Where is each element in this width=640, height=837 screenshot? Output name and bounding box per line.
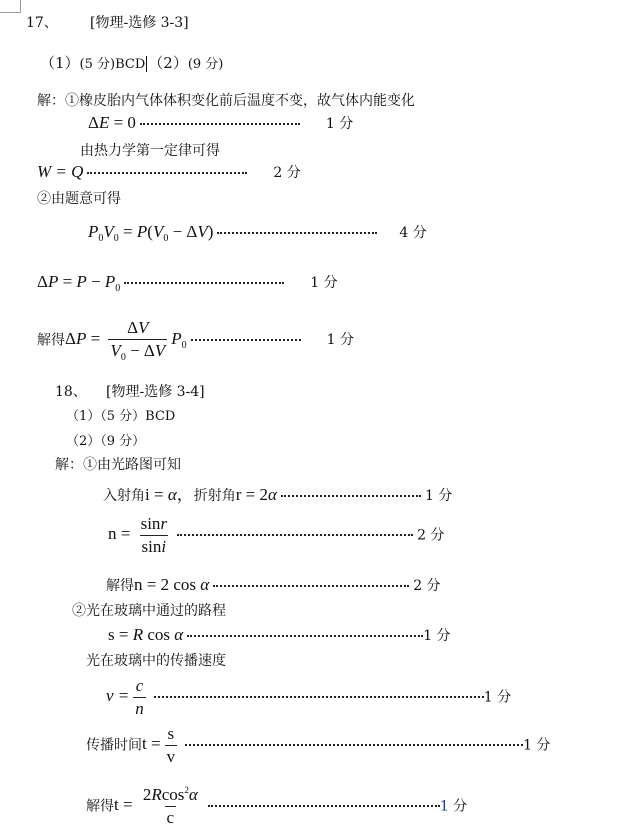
leader-dots bbox=[124, 282, 284, 284]
q17-text3: ②由题意可得 bbox=[37, 191, 121, 207]
q18-part1: （1）（5 分）BCD bbox=[66, 409, 176, 424]
q17-eq1-row bbox=[88, 113, 353, 133]
q18-eq1-incidence: i = α， bbox=[145, 485, 194, 504]
q17-eq4-row bbox=[37, 272, 338, 294]
q18-eq7-prefix: 解得 bbox=[86, 798, 114, 815]
q18-solution-intro: 解：①由光路图可知 bbox=[55, 457, 181, 473]
q17-answer-line bbox=[40, 52, 223, 73]
q18-eq6-prefix: 传播时间 bbox=[86, 737, 142, 754]
q18-eq5: v = $\frac{c}{n}$ bbox=[106, 676, 144, 718]
q17-eq5-score: 1 分 bbox=[326, 332, 354, 349]
q18-title: [物理-选修 3-4] bbox=[106, 384, 205, 400]
q18-eq3-prefix: 解得 bbox=[106, 578, 134, 594]
q18-eq3-row bbox=[106, 575, 441, 595]
q17-eq1: ΔE = 0 bbox=[88, 113, 136, 132]
q18-eq1-label-refraction: 折射角 bbox=[193, 488, 236, 504]
q17-eq2-row bbox=[37, 162, 301, 182]
q18-text4: ②光在玻璃中通过的路程 bbox=[72, 603, 226, 619]
q18-number: 18、 bbox=[55, 384, 87, 400]
leader-dots bbox=[185, 744, 523, 746]
leader-dots bbox=[213, 585, 409, 587]
q18-eq2-row bbox=[108, 514, 444, 557]
q17-eq3-row bbox=[88, 222, 427, 244]
q17-eq2-score: 2 分 bbox=[273, 165, 301, 181]
q17-eq5: ΔP = $\frac{\Delta V}{V_0 - \Delta V}$ $P_0$ bbox=[65, 318, 187, 363]
leader-dots bbox=[187, 635, 423, 637]
q17-part2-score: (9 分) bbox=[187, 57, 224, 72]
q17-solution-intro: 解：①橡皮胎内气体体积变化前后温度不变，故气体内能变化 bbox=[37, 93, 415, 109]
q18-text5: 光在玻璃中的传播速度 bbox=[86, 653, 226, 669]
leader-dots bbox=[208, 805, 440, 807]
q18-eq1-row bbox=[103, 480, 452, 505]
q17-eq4: $\Delta P = P - P_0$ bbox=[37, 272, 121, 294]
q18-eq2: n = $\frac{\sin r}{\sin i}$ bbox=[108, 514, 168, 556]
q18-eq2-score: 2 分 bbox=[417, 527, 445, 544]
q17-part1-label: （1） bbox=[40, 54, 80, 72]
leader-dots bbox=[140, 123, 300, 125]
q18-eq1-label-incidence: 入射角 bbox=[103, 488, 145, 504]
q17-eq4-score: 1 分 bbox=[310, 275, 338, 291]
q17-eq2: W = Q bbox=[37, 162, 84, 181]
leader-dots bbox=[87, 172, 247, 174]
q18-eq5-score: 1 分 bbox=[483, 689, 512, 706]
leader-dots bbox=[177, 534, 413, 536]
q18-part2: （2）（9 分） bbox=[66, 434, 146, 449]
q17-eq3: $P_0V_0 = P(V_0 - \Delta V)$ bbox=[88, 222, 214, 244]
q17-eq3-score: 4 分 bbox=[399, 225, 427, 241]
q18-eq6-row bbox=[86, 724, 550, 767]
q18-eq1-score: 1 分 bbox=[424, 488, 453, 504]
page-corner-mark bbox=[0, 0, 21, 13]
q18-eq7: t = $\frac{2Rcos^2\alpha}{c}$ bbox=[114, 785, 198, 827]
q18-eq1-refraction: r = 2α bbox=[235, 485, 277, 504]
leader-dots bbox=[191, 339, 301, 341]
q17-number: 17、 bbox=[26, 15, 58, 31]
q18-eq5-row bbox=[106, 676, 511, 719]
q18-eq4-row bbox=[108, 625, 451, 645]
q18-eq7-row bbox=[86, 785, 467, 828]
leader-dots bbox=[217, 232, 377, 234]
q18-eq7-score: 1 分 bbox=[439, 798, 468, 815]
q18-eq6: t = $\frac{s}{v}$ bbox=[142, 724, 176, 766]
q18-eq4-score: 1 分 bbox=[423, 628, 451, 644]
q17-eq5-prefix: 解得 bbox=[37, 332, 65, 349]
q17-title: [物理-选修 3-3] bbox=[90, 15, 189, 31]
q17-eq5-row bbox=[37, 318, 354, 363]
q18-eq3: n = 2 cos α bbox=[134, 575, 210, 594]
q17-eq1-score: 1 分 bbox=[325, 116, 354, 132]
q17-text2: 由热力学第一定律可得 bbox=[80, 143, 220, 159]
q17-part2-label: （2） bbox=[148, 54, 188, 72]
leader-dots bbox=[154, 696, 484, 698]
q18-eq3-score: 2 分 bbox=[413, 578, 441, 594]
q17-part1-answer: BCD bbox=[115, 57, 146, 72]
q18-eq4: s = R cos α bbox=[108, 625, 184, 644]
q18-eq6-score: 1 分 bbox=[523, 737, 551, 754]
q17-part1-score: (5 分) bbox=[79, 57, 116, 72]
leader-dots bbox=[281, 495, 421, 497]
